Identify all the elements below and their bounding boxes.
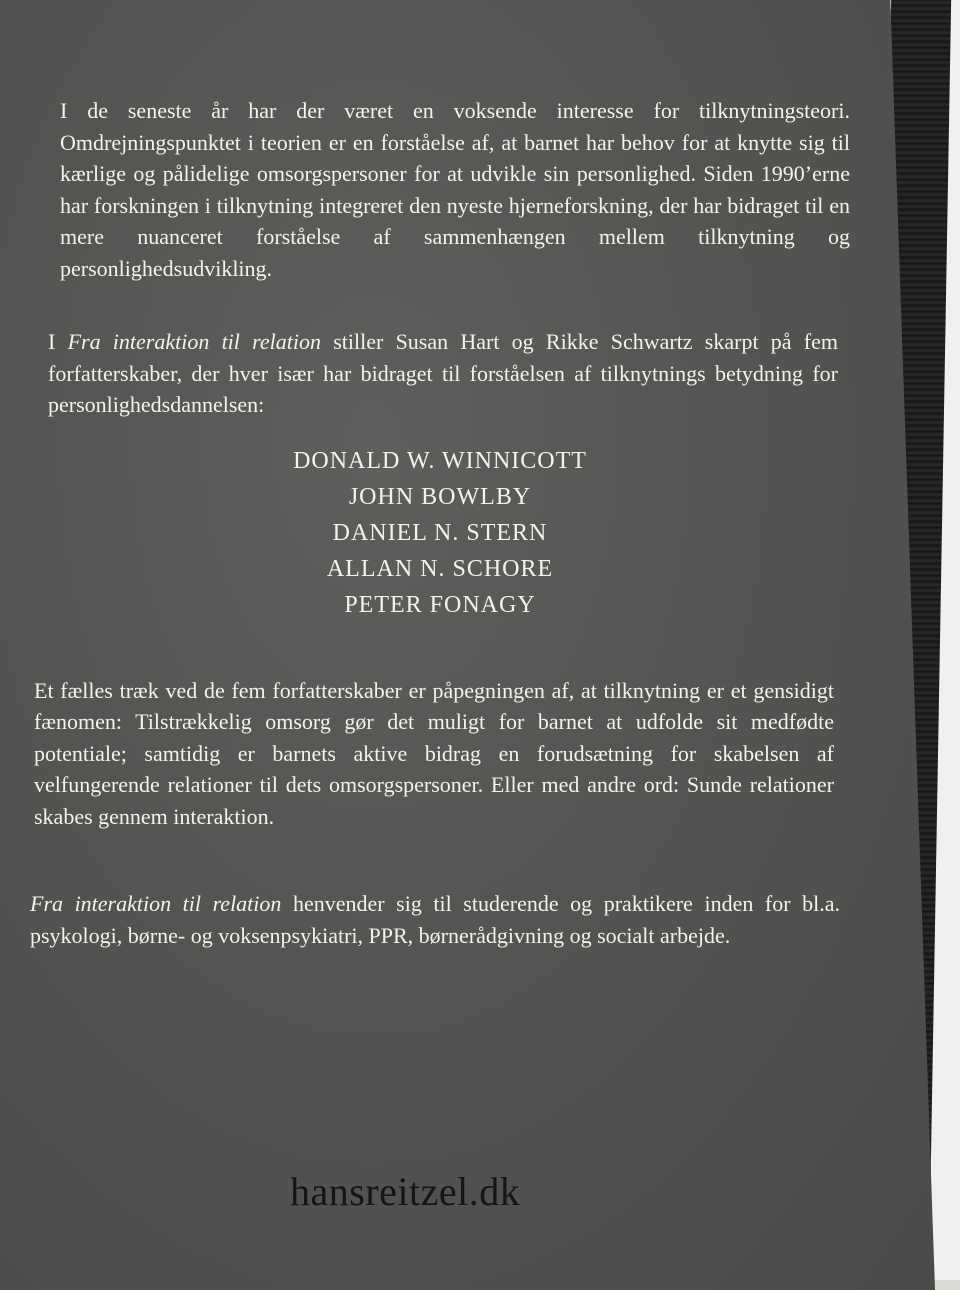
book-title-italic: Fra interaktion til relation — [30, 891, 282, 916]
common-trait-paragraph: Et fælles træk ved de fem forfatterskaber er påpegningen af, at tilknytning er et gensidigt fænomen: Tilstrækkelig omsorg gør det muligt for barnet at udfolde sit medfødte potentiale; samtidig er barnets aktive bidrag en forudsætning for skabelsen af velfungerende relationer til dets omsorgspersoner. Eller med andre ord: Sunde relationer skabes gennem interaktion. — [34, 677, 834, 829]
publisher-website: hansreitzel.dk — [290, 1169, 521, 1214]
audience-paragraph — [30, 888, 840, 951]
paragraph2-prefix: I — [48, 329, 68, 354]
back-cover-text — [30, 95, 850, 951]
paragraph2-rest: stiller Susan Hart og Rikke Schwartz skarpt på fem forfatterskaber, der hver især har bidraget til forståelsen af tilknytnings betydning for personlighedsdannelsen: — [48, 329, 838, 417]
book-title-italic: Fra interaktion til relation — [67, 329, 321, 354]
author-name: DANIEL N. STERN — [332, 519, 548, 546]
author-name: PETER FONAGY — [344, 591, 536, 618]
author-list — [30, 443, 850, 623]
author-name: DONALD W. WINNICOTT — [293, 447, 587, 474]
paragraph4-rest: henvender sig til studerende og praktikere inden for bl.a. psykologi, børne- og voksenpsykiatri, PPR, børnerådgivning og socialt arbejde. — [30, 891, 840, 948]
intro-paragraph: I de seneste år har der været en voksende interesse for tilknytningsteori. Omdrejningspunktet i teorien er en forståelse af, at barnet har behov for at knytte sig til kærlige og pålidelige omsorgspersoner for at udvikle sin personlighed. Siden 1990’erne har forskningen i tilknytning integreret den nyeste hjerneforskning, der har bidraget til en mere nuanceret forståelse af sammenhængen mellem tilknytning og personlighedsudvikling. — [60, 98, 850, 281]
author-name: JOHN BOWLBY — [348, 483, 532, 510]
author-name: ALLAN N. SCHORE — [326, 555, 554, 582]
book-description-paragraph — [30, 326, 838, 421]
